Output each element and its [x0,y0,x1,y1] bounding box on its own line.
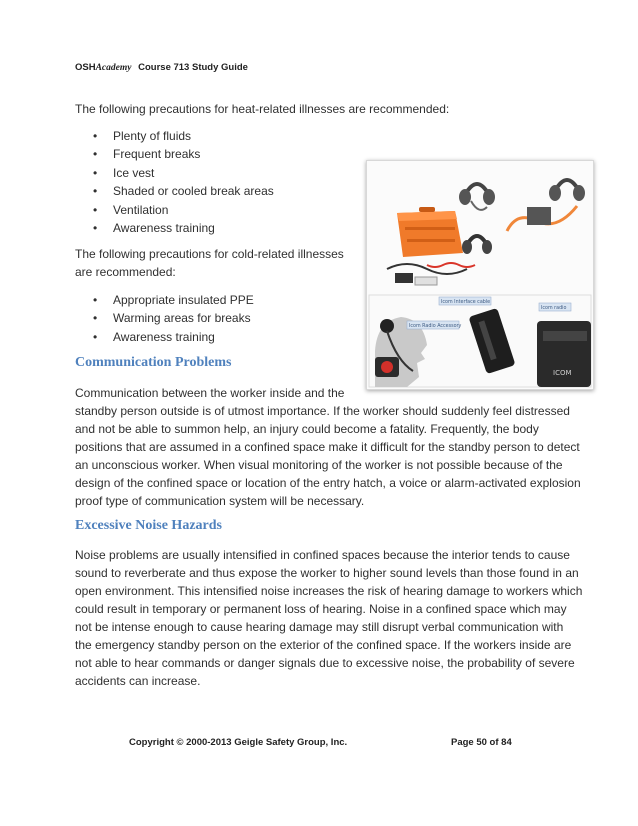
noise-line: sound to reverberate and thus expose the worker to higher sound levels than those found in an [75,566,579,580]
radio-icon [537,321,591,387]
cold-intro-2: are recommended: [75,265,176,279]
red-cable-icon [427,263,475,267]
cold-list [75,291,355,346]
list-item: • Frequent breaks [75,145,355,163]
list-item: • Appropriate insulated PPE [75,291,355,309]
headset-icon [549,180,585,201]
noise-line: not able to hear commands or danger signals due to excessive noise, the probability of severe [75,656,575,670]
noise-line: accidents can increase. [75,674,201,688]
radio-brand: ICOM [553,369,572,377]
cold-intro-1: The following precautions for cold-related illnesses [75,247,344,261]
comm-line: and not be able to summon help, an injury could become a fatality. Frequently, the body [75,422,539,436]
list-item: • Ice vest [75,164,355,182]
list-item: • Warming areas for breaks [75,309,355,327]
battery-icon [415,277,437,285]
comm-line: standby person outside is of utmost importance. If the worker should suddenly feel distressed [75,404,570,418]
list-item: • Plenty of fluids [75,127,355,145]
communication-heading: Communication Problems [75,355,232,370]
amplifier-box-icon [527,207,551,225]
equipment-illustration [367,161,593,389]
brand-academy: Academy [95,63,132,73]
orange-case-icon [397,207,463,257]
comm-line: proof type of communication system will be necessary. [75,494,365,508]
list-item: • Awareness training [75,328,355,346]
headset-icon [459,184,495,210]
running-header [75,62,248,73]
ptt-pedal-icon [395,273,413,283]
list-item: • Shaded or cooled break areas [75,182,355,200]
heat-intro: The following precautions for heat-related illnesses are recommended: [75,102,450,116]
label-accessory: Icom Radio Accessory [409,324,462,329]
footer-copyright: Copyright © 2000-2013 Geigle Safety Group, Inc. [129,737,348,748]
noise-line: could result in temporary or permanent loss of hearing. Noise in a confined space which may [75,602,567,616]
noise-line: Noise problems are usually intensified in confined spaces because the interior tends to cause [75,548,570,562]
comm-line: design of the confined space or location of the entry hatch, a voice or alarm-activated explosion [75,476,581,490]
noise-line: open environment. This intensified noise increases the risk of hearing damage to workers which [75,584,583,598]
headset-icon [462,236,492,254]
comm-line: an unconscious worker. When visual monitoring of the worker is not possible because of the [75,458,563,472]
list-item: • Awareness training [75,219,355,237]
noise-line: not be intense enough to cause hearing damage may still disrupt verbal communication with [75,620,564,634]
noise-line: the emergency standby person on the exterior of the confined space. If the workers inside are [75,638,572,652]
noise-heading: Excessive Noise Hazards [75,518,222,533]
label-interface-cable: Icom Interface cable [441,300,491,305]
course-title: Course 713 Study Guide [138,62,248,73]
brand-osh: OSH [75,62,96,73]
push-to-talk-button-icon [375,357,399,377]
footer-page-number: Page 50 of 84 [451,737,512,748]
heat-list [75,127,355,237]
list-item: • Ventilation [75,201,355,219]
comm-line: positions that are assumed in a confined space make it difficult for the standby person to detect [75,440,580,454]
communication-equipment-photo [366,160,594,390]
comm-line: Communication between the worker inside and the [75,386,345,400]
label-radio: Icom radio [541,306,567,311]
